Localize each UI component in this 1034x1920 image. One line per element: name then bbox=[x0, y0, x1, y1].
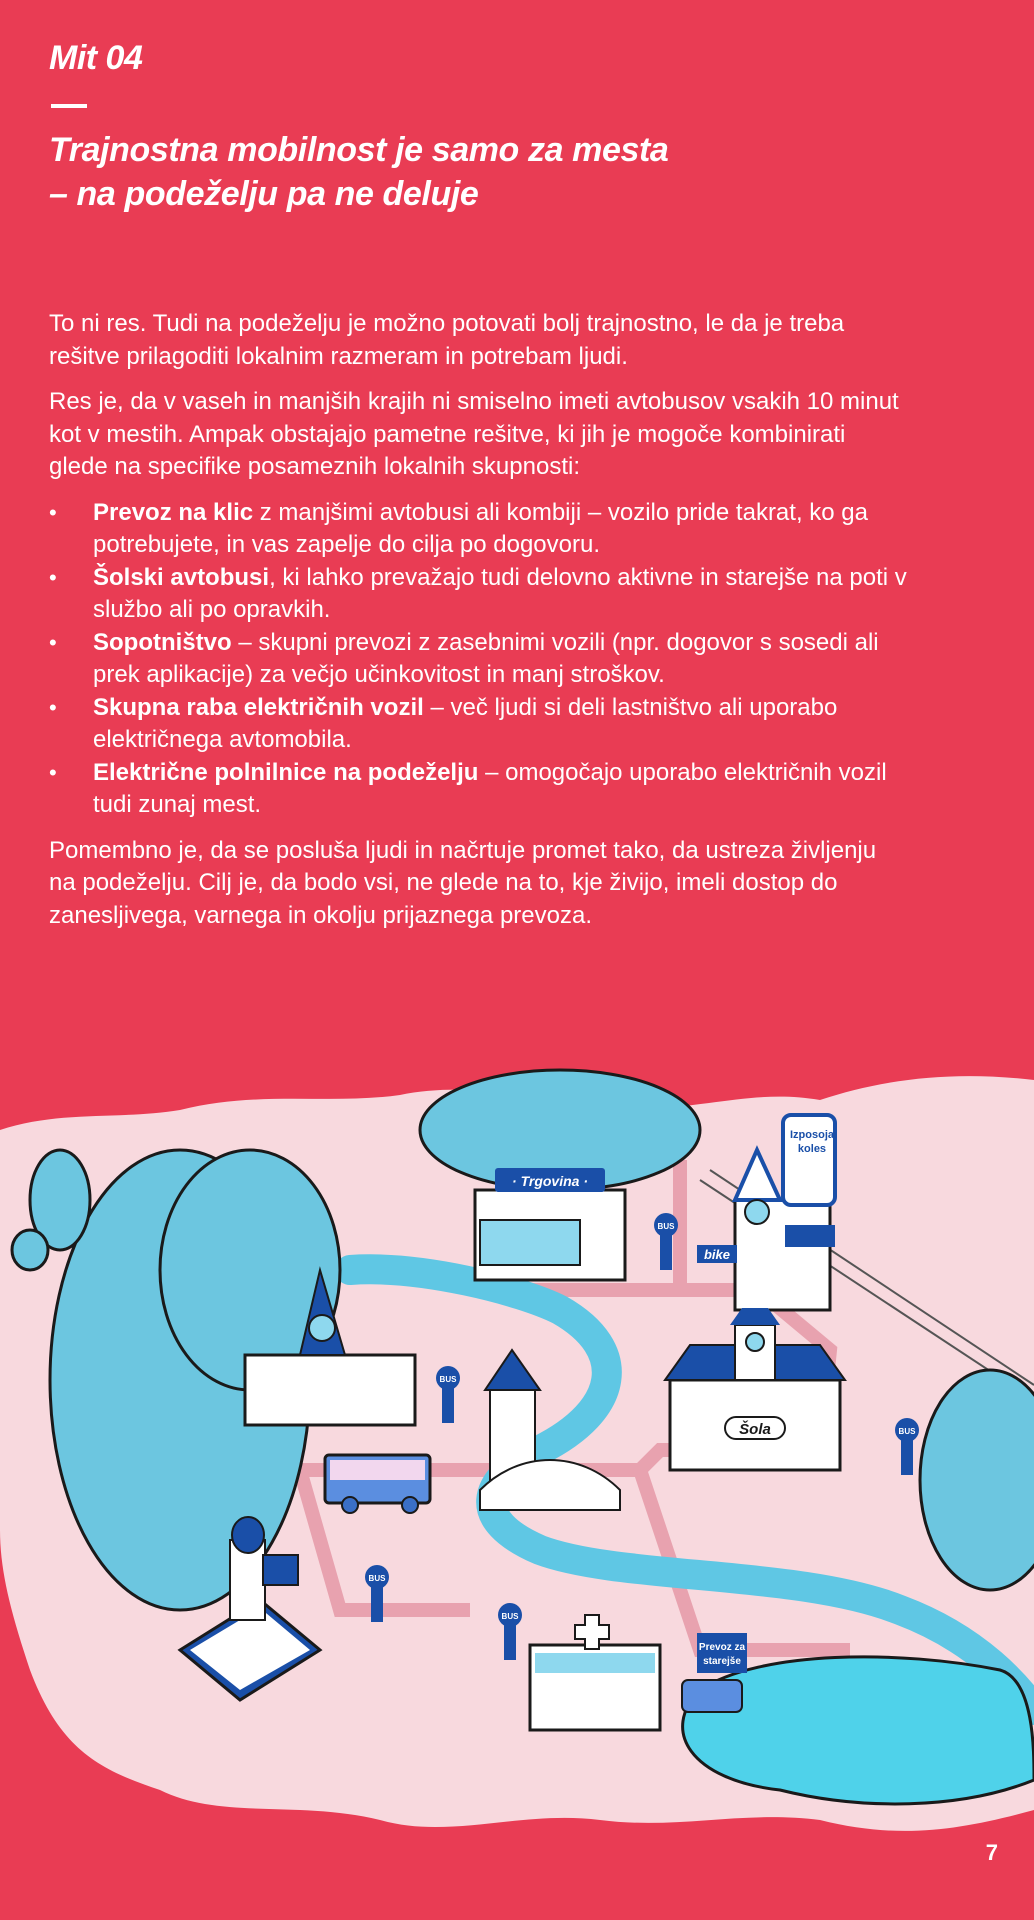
paragraph-context: Res je, da v vaseh in manjših krajih ni smiselno imeti avtobusov vsakih 10 minut kot v mestih. Ampak obstajajo pametne rešitve, ki jih je mogoče kombinirati glede na specifike posameznih lokalnih skupnosti: bbox=[49, 388, 899, 480]
bullet-icon: • bbox=[49, 759, 57, 785]
bike-label: bike bbox=[703, 1247, 731, 1262]
list-item: • Šolski avtobusi, ki lahko prevažajo tudi delovno aktivne in starejše na poti v službo ali po opravkih. bbox=[49, 563, 907, 623]
title-line-1: Trajnostna mobilnost je samo za mesta bbox=[49, 131, 669, 169]
svg-text:BUS: BUS bbox=[657, 1222, 675, 1231]
article-body bbox=[49, 308, 909, 945]
list-item: • Prevoz na klic z manjšimi avtobusi ali kombiji – vozilo pride takrat, ko ga potrebujete, in vas zapelje do cilja po dogovoru. bbox=[49, 498, 868, 558]
title-line-2: – na podeželju pa ne deluje bbox=[49, 175, 479, 213]
title-divider bbox=[51, 104, 87, 108]
svg-text:BUS: BUS bbox=[439, 1375, 457, 1384]
page-header bbox=[49, 36, 949, 216]
solutions-list bbox=[49, 497, 909, 822]
list-item: • Sopotništvo – skupni prevozi z zasebnimi vozili (npr. dogovor s sosedi ali prek aplikacije) za večjo učinkovitost in manj stroškov. bbox=[49, 628, 879, 688]
list-item: • Električne polnilnice na podeželju – omogočajo uporabo električnih vozil tudi zunaj mest. bbox=[49, 758, 887, 818]
shop-sign: · Trgovina · bbox=[512, 1173, 588, 1189]
paragraph-conclusion: Pomembno je, da se posluša ljudi in načrtuje promet tako, da ustreza življenju na podeželju. Cilj je, da bodo vsi, ne glede na to, kje živijo, imeli dostop do zanesljivega, varnega in okolju prijaznega prevoza. bbox=[49, 836, 877, 929]
myth-number: Mit 04 bbox=[49, 39, 143, 77]
bus bbox=[325, 1455, 430, 1513]
village-mobility-illustration bbox=[0, 1050, 1034, 1850]
list-item: • Skupna raba električnih vozil – več ljudi si deli lastništvo ali uporabo električnega avtomobila. bbox=[49, 693, 838, 753]
bullet-icon: • bbox=[49, 629, 57, 655]
bullet-icon: • bbox=[49, 564, 57, 590]
svg-text:BUS: BUS bbox=[501, 1612, 519, 1621]
page-title bbox=[49, 128, 949, 216]
lake bbox=[683, 1657, 1034, 1804]
shop-building bbox=[475, 1168, 625, 1280]
school-sign: Šola bbox=[739, 1421, 771, 1438]
svg-text:BUS: BUS bbox=[898, 1427, 916, 1436]
bullet-icon: • bbox=[49, 499, 57, 525]
page-number: 7 bbox=[985, 1840, 998, 1865]
bullet-icon: • bbox=[49, 694, 57, 720]
paragraph-intro: To ni res. Tudi na podeželju je možno potovati bolj trajnostno, le da je treba rešitve prilagoditi lokalnim razmeram in potrebam ljudi. bbox=[49, 310, 845, 370]
elderly-transport-sign-line2: starejše bbox=[703, 1656, 741, 1667]
elderly-transport-sign-line1: Prevoz za bbox=[698, 1642, 746, 1653]
bike-rental-sign-line1: Izposoja bbox=[789, 1129, 835, 1141]
bike-rental-sign-line2: koles bbox=[797, 1143, 827, 1155]
svg-text:BUS: BUS bbox=[368, 1574, 386, 1583]
